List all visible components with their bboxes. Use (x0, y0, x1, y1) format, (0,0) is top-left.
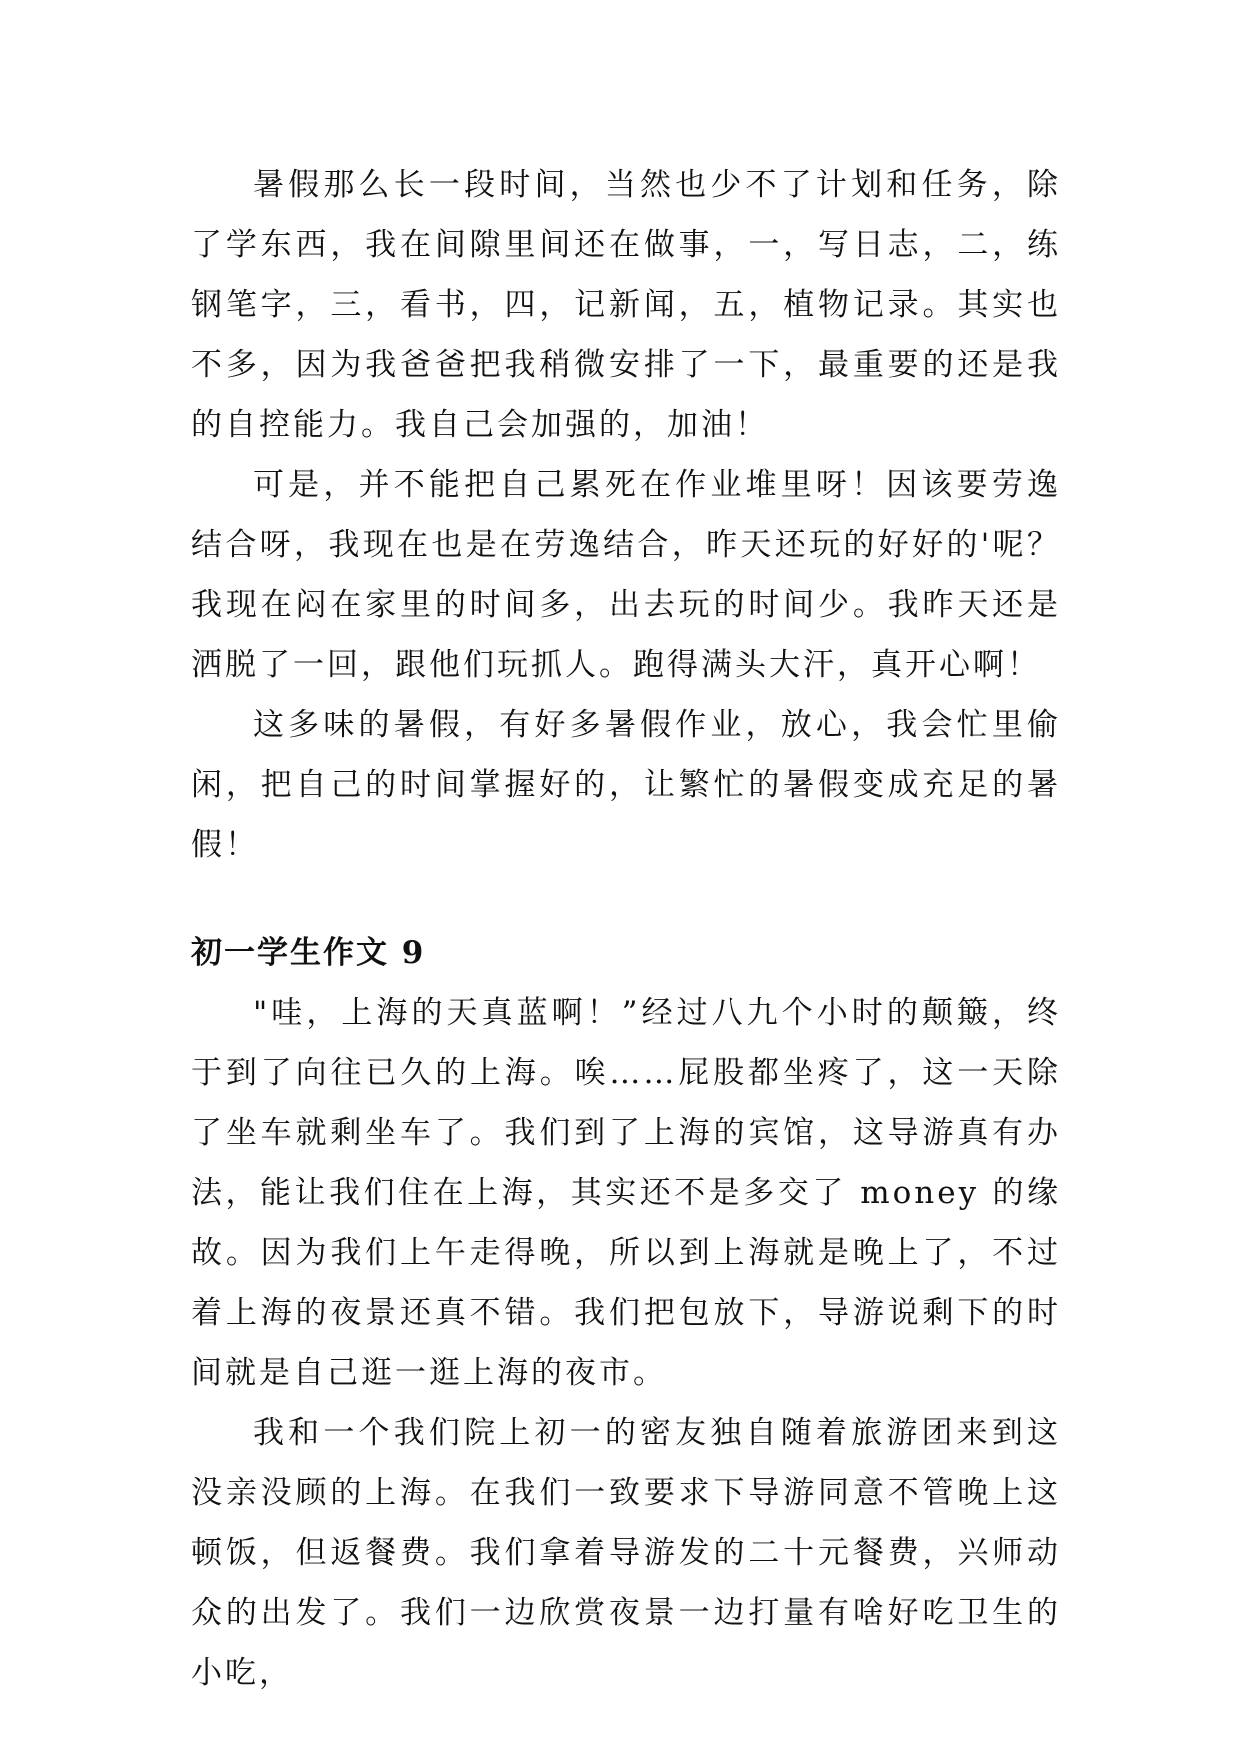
document-body (191, 155, 1061, 1703)
paragraph: 暑假那么长一段时间，当然也少不了计划和任务，除了学东西，我在间隙里间还在做事，一，写日志，二，练钢笔字，三，看书，四，记新闻，五，植物记录。其实也不多，因为我爸爸把我稍微安排了一下，最重要的还是我的自控能力。我自己会加强的，加油！ (191, 167, 1061, 443)
paragraph: 这多味的暑假，有好多暑假作业，放心，我会忙里偷闲，把自己的时间掌握好的，让繁忙的暑假变成充足的暑假！ (191, 707, 1061, 863)
paragraph: 我和一个我们院上初一的密友独自随着旅游团来到这没亲没顾的上海。在我们一致要求下导游同意不管晚上这顿饭，但返餐费。我们拿着导游发的二十元餐费，兴师动众的出发了。我们一边欣赏夜景一边打量有啥好吃卫生的小吃， (191, 1415, 1061, 1691)
section-spacer (191, 875, 1061, 923)
section-heading: 初一学生作文 9 (191, 935, 426, 971)
paragraph: 可是，并不能把自己累死在作业堆里呀！因该要劳逸结合呀，我现在也是在劳逸结合，昨天还玩的好好的'呢？我现在闷在家里的时间多，出去玩的时间少。我昨天还是洒脱了一回，跟他们玩抓人。跑得满头大汗，真开心啊！ (191, 467, 1061, 683)
paragraph: "哇，上海的天真蓝啊！”经过八九个小时的颠簸，终于到了向往已久的上海。唉……屁股都坐疼了，这一天除了坐车就剩坐车了。我们到了上海的宾馆，这导游真有办法，能让我们住在上海，其实还不是多交了 money 的缘故。因为我们上午走得晚，所以到上海就是晚上了，不过着上海的夜景还真不错。我们把包放下，导游说剩下的时间就是自己逛一逛上海的夜市。 (191, 995, 1061, 1391)
